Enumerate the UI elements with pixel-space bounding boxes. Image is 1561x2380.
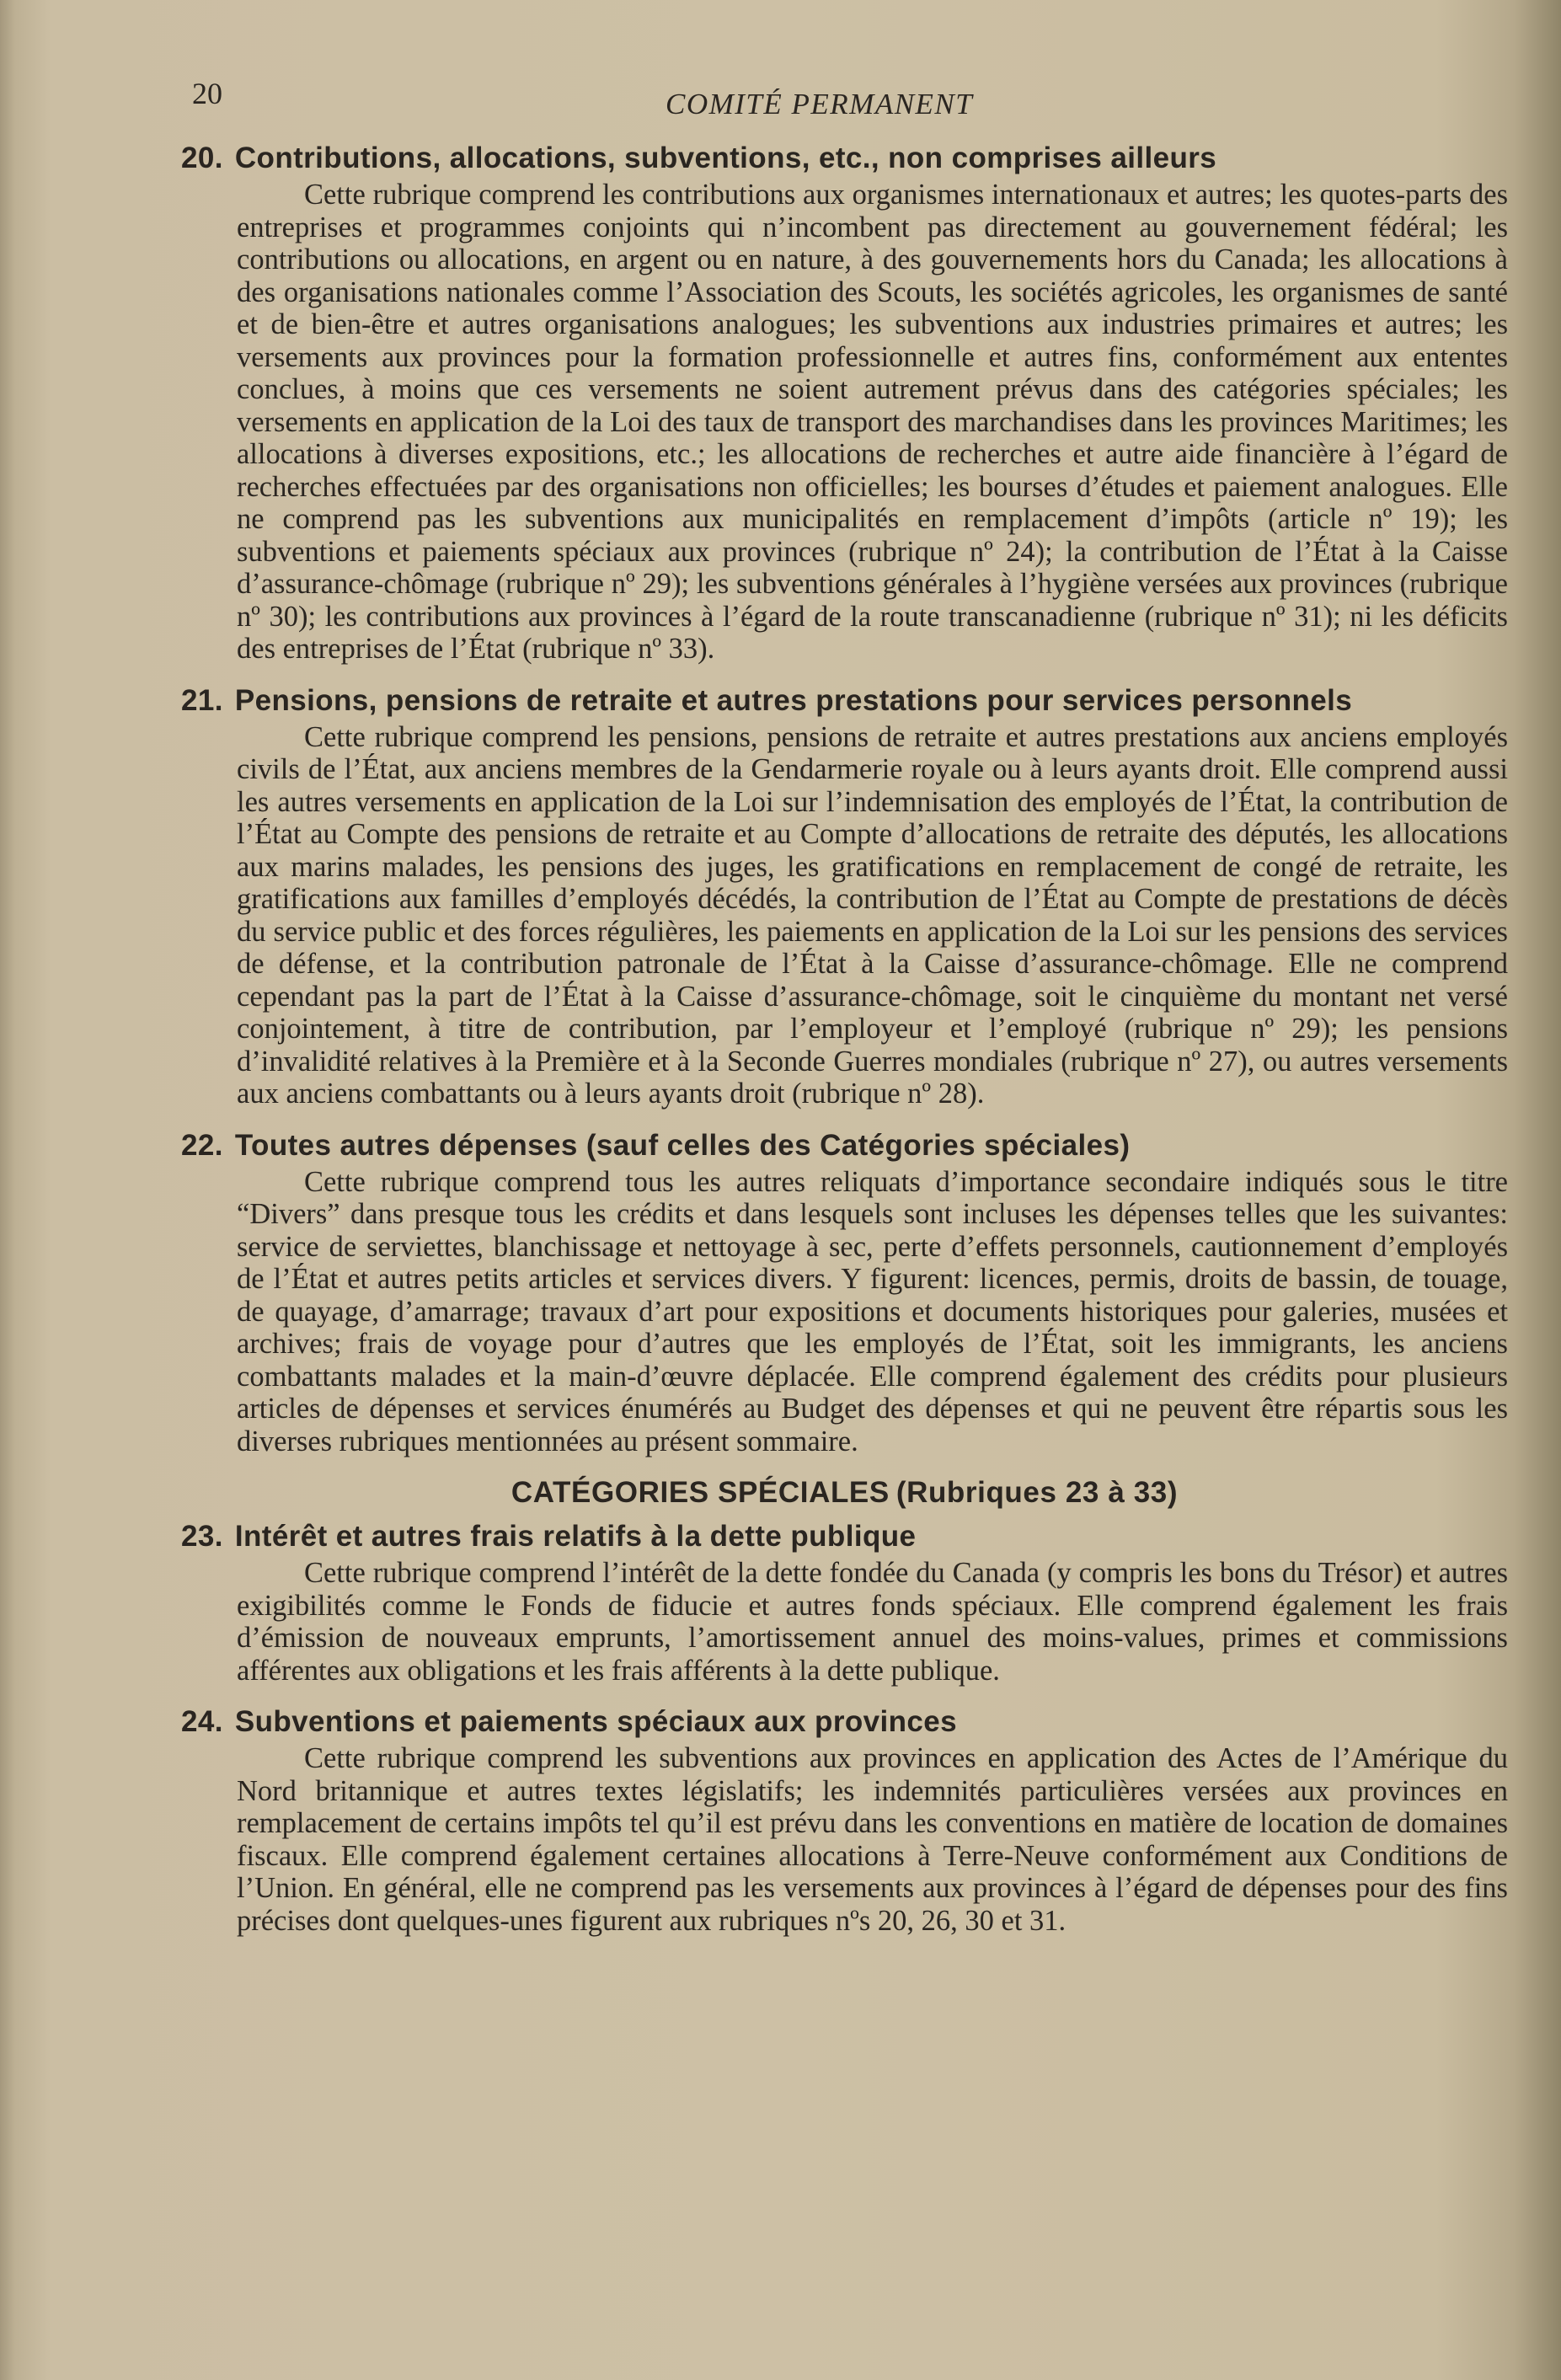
rubric-heading	[181, 142, 1508, 175]
page-number: 20	[192, 77, 222, 110]
rubric-body: Cette rubrique comprend l’intérêt de la dette fondée du Canada (y compris les bons du Trésor) et autres exigibilités comme le Fonds de fiducie et autres fonds spéciaux. Elle comprend également les frais d’émission de nouveaux emprunts, l’amortissement annuel des moins-values, primes et commissions afférentes aux obligations et les frais afférents à la dette publique.	[237, 1557, 1508, 1687]
rubric-heading	[181, 1705, 1508, 1739]
rubric-title: Intérêt et autres frais relatifs à la dette publique	[234, 1520, 917, 1553]
rubric-body: Cette rubrique comprend les pensions, pensions de retraite et autres prestations aux anciens employés civils de l’État, aux anciens membres de la Gendarmerie royale ou à leurs ayants droit. Elle comprend aussi les autres versements en application de la Loi sur l’indemnisation des employés de l’État, la contribution de l’État au Compte des pensions de retraite et au Compte d’allocations de retraite des députés, les allocations aux marins malades, les pensions des juges, les gratifications en remplacement de congé de retraite, les gratifications aux familles d’employés décédés, la contribution de l’État au Compte de prestations de décès du service public et des forces régulières, les paiements en application de la Loi sur les pensions des services de défense, et la contribution patronale de l’État à la Caisse d’assurance-chômage. Elle ne comprend cependant pas la part de l’État à la Caisse d’assurance-chômage, soit le cinquième du montant net versé conjointement, à titre de contribution, par l’employeur et l’employé (rubrique nº 29); les pensions d’invalidité relatives à la Première et à la Seconde Guerres mondiales (rubrique nº 27), ou autres versements aux anciens combattants ou à leurs ayants droit (rubrique nº 28).	[237, 720, 1508, 1110]
rubric-heading	[181, 684, 1508, 718]
rubric-number: 20.	[181, 142, 223, 174]
running-head: COMITÉ PERMANENT	[666, 88, 974, 120]
special-categories-title: CATÉGORIES SPÉCIALES	[511, 1476, 890, 1509]
rubric-number: 23.	[181, 1520, 223, 1553]
rubric-23	[181, 1520, 1508, 1687]
rubric-22	[181, 1129, 1508, 1458]
rubric-body: Cette rubrique comprend les subventions aux provinces en application des Actes de l’Amérique du Nord britannique et autres textes législatifs; les indemnités particulières versées aux provinces en remplacement de certains impôts tel qu’il est prévu dans les conventions en matière de location de domaines fiscaux. Elle comprend également certaines allocations à Terre-Neuve conformément aux Conditions de l’Union. En général, elle ne comprend pas les versements aux provinces à l’égard de dépenses pour des fins précises dont quelques-unes figurent aux rubriques nºs 20, 26, 30 et 31.	[237, 1742, 1508, 1937]
special-categories-heading	[181, 1476, 1508, 1510]
rubric-number: 22.	[181, 1128, 223, 1162]
rubric-title: Subventions et paiements spéciaux aux provinces	[234, 1705, 958, 1738]
special-categories-range: (Rubriques 23 à 33)	[895, 1476, 1179, 1509]
rubric-heading	[181, 1129, 1508, 1163]
page-content	[181, 142, 1508, 1955]
rubric-title: Contributions, allocations, subventions, etc., non comprises ailleurs	[234, 142, 1217, 174]
rubric-24	[181, 1705, 1508, 1937]
rubric-body: Cette rubrique comprend les contributions aux organismes internationaux et autres; les quotes-parts des entreprises et programmes conjoints qui n’incombent pas directement au gouvernement fédéral; les contributions ou allocations, en argent ou en nature, à des gouvernements hors du Canada; les allocations à des organisations nationales comme l’Association des Scouts, les sociétés agricoles, les organismes de santé et de bien-être et autres organisations analogues; les subventions aux industries primaires et autres; les versements aux provinces pour la formation professionnelle et autres fins, conformément aux ententes conclues, à moins que ces versements ne soient autrement prévus dans des catégories spéciales; les versements en application de la Loi des taux de transport des marchandises dans les provinces Maritimes; les allocations à diverses expositions, etc.; les allocations de recherches et autre aide financière à l’égard de recherches effectuées par des organisations non officielles; les bourses d’études et paiement analogues. Elle ne comprend pas les subventions aux municipalités en remplacement d’impôts (article nº 19); les subventions et paiements spéciaux aux provinces (rubrique nº 24); la contribution de l’État à la Caisse d’assurance-chômage (rubrique nº 29); les subventions générales à l’hygiène versées aux provinces (rubrique nº 30); les contributions aux provinces à l’égard de la route transcanadienne (rubrique nº 31); ni les déficits des entreprises de l’État (rubrique nº 33).	[237, 179, 1508, 665]
rubric-number: 24.	[181, 1705, 223, 1738]
rubric-20	[181, 142, 1508, 666]
rubric-21	[181, 684, 1508, 1110]
rubric-title: Toutes autres dépenses (sauf celles des Catégories spéciales)	[234, 1128, 1131, 1162]
rubric-body: Cette rubrique comprend tous les autres reliquats d’importance secondaire indiqués sous le titre “Divers” dans presque tous les crédits et dans lesquels sont incluses les dépenses telles que les suivantes: service de serviettes, blanchissage et nettoyage à sec, perte d’effets personnels, cautionnement d’employés de l’État et autres petits articles et services divers. Y figurent: licences, permis, droits de bassin, de touage, de quayage, d’amarrage; travaux d’art pour expositions et documents historiques pour galeries, musées et archives; frais de voyage pour d’autres que les employés de l’État, soit les immigrants, les anciens combattants malades et la main-d’œuvre déplacée. Elle comprend également des crédits pour plusieurs articles de dépenses et services énumérés au Budget des dépenses et qui ne peuvent être répartis sous les diverses rubriques mentionnées au présent sommaire.	[237, 1165, 1508, 1457]
rubric-number: 21.	[181, 683, 223, 717]
rubric-heading	[181, 1520, 1508, 1554]
rubric-title: Pensions, pensions de retraite et autres prestations pour services personnels	[234, 683, 1353, 717]
